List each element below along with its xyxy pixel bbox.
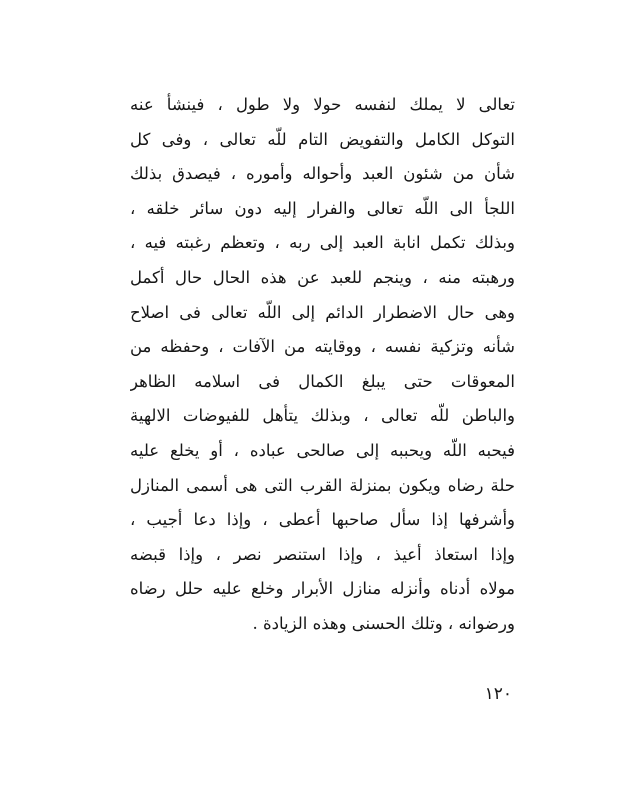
text-line-1: تعالى لا يملك لنفسه حولا ولا طول ، فينشأ عنه [130,95,515,114]
text-line-9: المعوقات حتى يبلغ الكمال فى اسلامه الظاهر [130,371,515,391]
text-line-14: وإذا استعاذ أعيذ ، وإذا استنصر نصر ، وإذا قبضه [130,544,515,564]
text-line-6: ورهبته منه ، وينجم للعبد عن هذه الحال حال أكمل [130,267,515,287]
text-line-12: حلة رضاه ويكون بمنزلة القرب التى هى أسمى المنازل [130,475,515,495]
page-number: ١٢٠ [484,684,512,704]
body-text [130,88,515,642]
text-line-11: فيحبه اللّه ويحببه إلى صالحى عباده ، أو يخلع عليه [130,440,515,460]
text-line-7: وهى حال الاضطرار الدائم إلى اللّه تعالى فى اصلاح [130,302,515,322]
text-line-15: مولاه أدناه وأنزله منازل الأبرار وخلع عليه حلل رضاه [130,579,515,599]
text-line-4: اللجأ الى اللّه تعالى والفرار إليه دون سائر خلقه ، [130,198,515,218]
text-line-13: وأشرفها إذا سأل صاحبها أعطى ، وإذا دعا أجيب ، [130,510,515,530]
text-line-8: شأنه وتزكية نفسه ، ووقايته من الآفات ، وحفظه من [130,337,515,357]
text-line-16: ورضوانه ، وتلك الحسنى وهذه الزيادة . [252,613,515,633]
text-line-10: والباطن للّه تعالى ، وبذلك يتأهل للفيوضات الالهية [130,406,515,426]
text-line-3: شأن من شئون العبد وأحواله وأموره ، فيصدق بذلك [130,164,515,184]
text-line-5: وبذلك تكمل انابة العبد إلى ربه ، وتعظم رغبته فيه ، [130,233,515,253]
text-line-2: التوكل الكامل والتفويض التام للّه تعالى ، وفى كل [130,129,515,149]
